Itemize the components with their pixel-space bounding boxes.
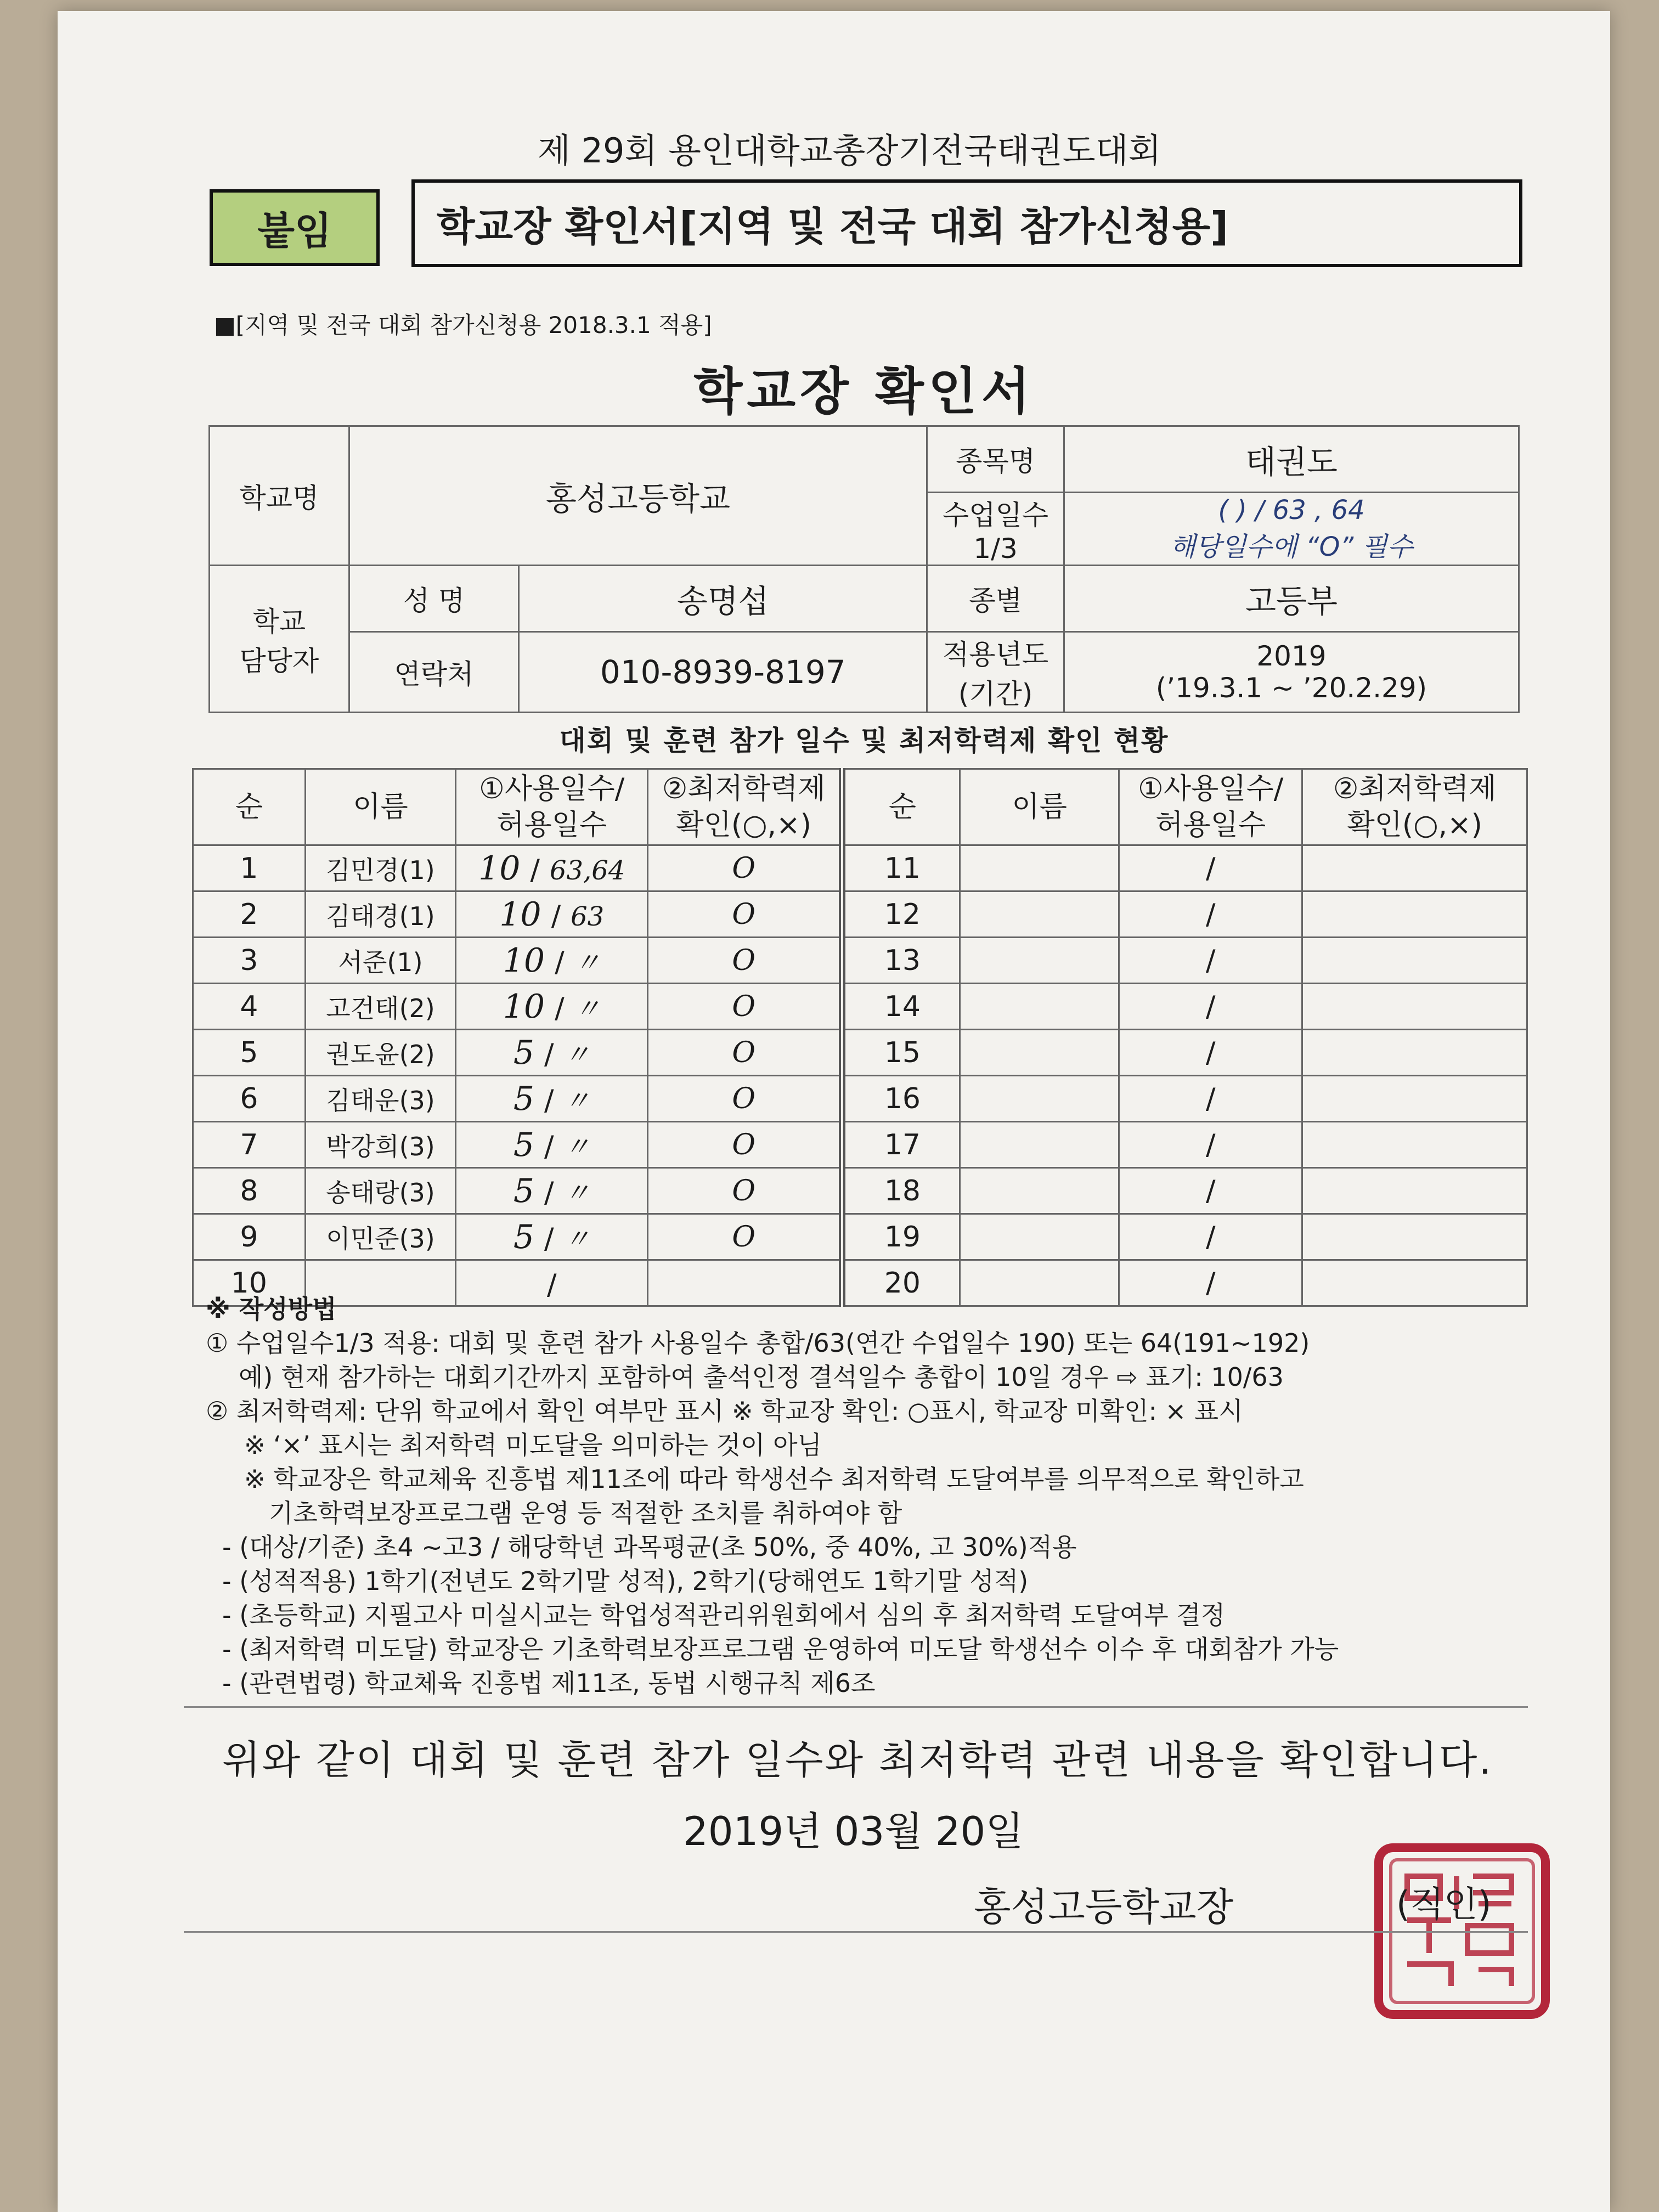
col-name-header-right: 이름 [960, 769, 1119, 845]
instruction-1: ① 수업일수1/3 적용: 대회 및 훈련 참가 사용일수 총합/63(연간 수업일수 190) 또는 64(191~192) [206, 1328, 1310, 1358]
min-check-right [1302, 845, 1527, 891]
class-days-label [927, 493, 1064, 566]
instruction-2c: 기초학력보장프로그램 운영 등 적절한 조치를 취하여야 함 [269, 1498, 902, 1528]
col-days-header-right [1119, 769, 1302, 845]
days-right [1119, 1168, 1302, 1214]
document-heading: 학교장 확인서[지역 및 전국 대회 참가신청용] [411, 179, 1522, 267]
row-no: 6 [193, 1076, 306, 1122]
student-name-right [960, 938, 1119, 984]
days-slash: / [1205, 1128, 1216, 1161]
col-no-header: 순 [193, 769, 306, 845]
col-days-header-2: 허용일수 [496, 809, 607, 842]
col-min-header-1: ②최저학력제 [662, 772, 826, 805]
event-title: 제 29회 용인대학교총장기전국태권도대회 [538, 131, 1161, 171]
instruction-1-example: 예) 현재 참가하는 대회기간까지 포함하여 출석인정 결석일수 총합이 10일 경우 ⇨ 표기: 10/63 [239, 1362, 1284, 1392]
allowed-days: 〃 [563, 1177, 590, 1209]
days-cell [456, 1168, 648, 1214]
days-right [1119, 1076, 1302, 1122]
name-label: 성 명 [349, 566, 519, 632]
days-cell [456, 1122, 648, 1168]
row-no: 10 [193, 1260, 306, 1306]
allowed-days: 〃 [574, 947, 601, 978]
days-cell [456, 984, 648, 1030]
allowed-days: 〃 [563, 1131, 590, 1163]
document-page [58, 11, 1610, 2212]
divider-bottom [184, 1931, 1528, 1933]
student-name-right [960, 1214, 1119, 1260]
detail-3: - (초등학교) 지필고사 미실시교는 학업성적관리위원회에서 심의 후 최저학력 도달여부 결정 [222, 1600, 1226, 1630]
seal-label: (직인) [1396, 1884, 1492, 1925]
days-right [1119, 1122, 1302, 1168]
col-days-header-right-1: ①사용일수/ [1138, 772, 1284, 805]
period-value: (’19.3.1 ~ ’20.2.29) [1155, 672, 1427, 704]
row-no-right: 14 [842, 984, 960, 1030]
detail-1: - (대상/기준) 초4 ~고3 / 해당학년 과목평균(초 50%, 중 40%, 고 30%)적용 [222, 1532, 1077, 1562]
row-no: 9 [193, 1214, 306, 1260]
year-label [927, 632, 1064, 713]
principal-signature: 홍성고등학교장 [974, 1884, 1234, 1929]
class-days-label-1: 수업일수 [943, 499, 1049, 531]
detail-2: - (성적적용) 1학기(전년도 2학기말 성적), 2학기(당해연도 1학기말 성적) [222, 1566, 1029, 1596]
event-value: 태권도 [1064, 426, 1519, 493]
days-slash: / [1205, 898, 1216, 931]
col-days-header-right-2: 허용일수 [1155, 809, 1266, 842]
divider-top [184, 1706, 1528, 1708]
days-slash: / [1205, 1266, 1216, 1300]
table-row [193, 1030, 1527, 1076]
col-min-header-right-2: 확인(○,×) [1347, 809, 1482, 842]
student-name: 송태랑(3) [305, 1168, 456, 1214]
used-days: 10 [478, 849, 521, 888]
days-right [1119, 984, 1302, 1030]
student-name-right [960, 984, 1119, 1030]
table-row [193, 1214, 1527, 1260]
table-row [193, 891, 1527, 938]
contact-value: 010-8939-8197 [519, 632, 927, 713]
instruction-2a: ※ ‘×’ 표시는 최저학력 미도달을 의미하는 것이 아님 [244, 1430, 822, 1460]
student-name: 김태경(1) [305, 891, 456, 938]
detail-5: - (관련법령) 학교체육 진흥법 제11조, 동법 시행규칙 제6조 [222, 1668, 876, 1698]
event-label: 종목명 [927, 426, 1064, 493]
row-no-right: 17 [842, 1122, 960, 1168]
student-name: 이민준(3) [305, 1214, 456, 1260]
row-no: 3 [193, 938, 306, 984]
student-name: 박강희(3) [305, 1122, 456, 1168]
days-cell [456, 938, 648, 984]
manager-label-2: 담당자 [239, 645, 319, 677]
page-title: 학교장 확인서 [693, 362, 1035, 421]
contact-label: 연락처 [349, 632, 519, 713]
days-cell [456, 1076, 648, 1122]
row-no: 2 [193, 891, 306, 938]
min-check-right [1302, 1214, 1527, 1260]
days-right [1119, 1030, 1302, 1076]
min-check-right [1302, 1076, 1527, 1122]
used-days: 5 [513, 1125, 535, 1164]
student-name-right [960, 845, 1119, 891]
manager-label [210, 566, 349, 713]
class-days-label-2: 1/3 [973, 533, 1018, 565]
applies-note: ■[지역 및 전국 대회 참가신청용 2018.3.1 적용] [214, 312, 712, 338]
manager-label-1: 학교 [252, 605, 306, 637]
days-slash: / [1205, 1174, 1216, 1207]
days-right [1119, 938, 1302, 984]
used-days: 5 [513, 1079, 535, 1118]
allowed-days: 〃 [563, 1085, 590, 1116]
allowed-days: 〃 [563, 1039, 590, 1070]
row-no: 7 [193, 1122, 306, 1168]
col-days-header-1: ①사용일수/ [479, 772, 625, 805]
min-check: O [648, 1214, 843, 1260]
student-name: 서준(1) [305, 938, 456, 984]
days-slash: / [1205, 851, 1216, 885]
col-no-header-right: 순 [842, 769, 960, 845]
used-days: 10 [503, 987, 545, 1026]
issue-date: 2019년 03월 20일 [683, 1808, 1024, 1854]
days-slash: / [1205, 990, 1216, 1023]
row-no-right: 18 [842, 1168, 960, 1214]
days-slash: / [1205, 1082, 1216, 1115]
col-min-header-right [1302, 769, 1527, 845]
participation-table [192, 768, 1528, 1307]
year-cell [1064, 632, 1519, 713]
min-check-right [1302, 938, 1527, 984]
days-slash: / [1205, 944, 1216, 977]
school-label: 학교명 [210, 426, 349, 566]
used-days: 10 [499, 895, 541, 934]
days-cell [456, 891, 648, 938]
class-days-cell [1064, 493, 1519, 566]
allowed-days: 63 [571, 901, 605, 932]
min-check: O [648, 1076, 843, 1122]
used-days: 5 [513, 1217, 535, 1256]
instructions [206, 1292, 1539, 1700]
min-check: O [648, 1122, 843, 1168]
days-slash: / [544, 1222, 554, 1255]
student-name-right [960, 1076, 1119, 1122]
days-cell [456, 845, 648, 891]
instructions-heading: ※ 작성방법 [206, 1294, 337, 1324]
row-no: 4 [193, 984, 306, 1030]
allowed-days: 〃 [574, 993, 601, 1024]
days-slash: / [555, 945, 565, 979]
class-days-note: 해당일수에 “O” 필수 [1170, 531, 1413, 562]
instruction-2b: ※ 학교장은 학교체육 진흥법 제11조에 따라 학생선수 최저학력 도달여부를 의무적으로 확인하고 [244, 1464, 1304, 1494]
col-min-header-right-1: ②최저학력제 [1333, 772, 1497, 805]
student-name: 김민경(1) [305, 845, 456, 891]
row-no-right: 16 [842, 1076, 960, 1122]
participation-table-title: 대회 및 훈련 참가 일수 및 최저학력제 확인 현황 [559, 725, 1169, 757]
min-check-right [1302, 984, 1527, 1030]
min-check: O [648, 984, 843, 1030]
name-value: 송명섭 [519, 566, 927, 632]
row-no: 8 [193, 1168, 306, 1214]
col-min-header-2: 확인(○,×) [676, 809, 811, 842]
min-check: O [648, 938, 843, 984]
min-check: O [648, 1030, 843, 1076]
instruction-2: ② 최저학력제: 단위 학교에서 확인 여부만 표시 ※ 학교장 확인: ○표시, 학교장 미확인: × 표시 [206, 1396, 1243, 1426]
min-check: O [648, 891, 843, 938]
days-slash: / [555, 991, 565, 1025]
school-value: 홍성고등학교 [349, 426, 927, 566]
student-name-right [960, 1030, 1119, 1076]
days-right [1119, 845, 1302, 891]
table-row [193, 1076, 1527, 1122]
days-slash: / [544, 1037, 554, 1071]
used-days: 5 [513, 1033, 535, 1072]
days-slash: / [530, 853, 540, 887]
table-row [193, 1168, 1527, 1214]
allowed-days: 〃 [563, 1223, 590, 1255]
min-check: O [648, 845, 843, 891]
allowed-days: 63,64 [549, 855, 625, 886]
col-days-header [456, 769, 648, 845]
row-no-right: 19 [842, 1214, 960, 1260]
days-right [1119, 891, 1302, 938]
year-label-1: 적용년도 [943, 639, 1049, 670]
row-no-right: 15 [842, 1030, 960, 1076]
student-name-right [960, 1122, 1119, 1168]
student-name: 고건태(2) [305, 984, 456, 1030]
min-check-right [1302, 1122, 1527, 1168]
used-days: 5 [513, 1171, 535, 1210]
min-check-right [1302, 891, 1527, 938]
used-days: 10 [503, 941, 545, 980]
min-check: O [648, 1168, 843, 1214]
student-name-right [960, 1168, 1119, 1214]
detail-4: - (최저학력 미도달) 학교장은 기초학력보장프로그램 운영하여 미도달 학생선수 이수 후 대회참가 가능 [222, 1634, 1339, 1664]
days-slash: / [544, 1130, 554, 1163]
col-min-header [648, 769, 843, 845]
row-no-right: 20 [842, 1260, 960, 1306]
attachment-label: 붙임 [210, 189, 380, 266]
days-slash: / [544, 1084, 554, 1117]
table-row [193, 938, 1527, 984]
row-no: 5 [193, 1030, 306, 1076]
division-value: 고등부 [1064, 566, 1519, 632]
table-row [193, 984, 1527, 1030]
col-name-header: 이름 [305, 769, 456, 845]
days-cell [456, 1030, 648, 1076]
days-slash: / [544, 1176, 554, 1209]
class-days-value: ( ) / 63 , 64 [1218, 494, 1365, 526]
student-name-right [960, 891, 1119, 938]
row-no-right: 13 [842, 938, 960, 984]
student-name: 권도윤(2) [305, 1030, 456, 1076]
table-row [193, 845, 1527, 891]
min-check-right [1302, 1168, 1527, 1214]
division-label: 종별 [927, 566, 1064, 632]
table-row [193, 1122, 1527, 1168]
row-no: 1 [193, 845, 306, 891]
days-slash: / [1205, 1220, 1216, 1254]
confirmation-text: 위와 같이 대회 및 훈련 참가 일수와 최저학력 관련 내용을 확인합니다. [222, 1737, 1493, 1783]
days-slash: / [1205, 1036, 1216, 1069]
days-slash: / [551, 899, 561, 933]
student-name: 김태운(3) [305, 1076, 456, 1122]
days-right [1119, 1214, 1302, 1260]
info-table [208, 425, 1520, 713]
row-no-right: 11 [842, 845, 960, 891]
row-no-right: 12 [842, 891, 960, 938]
min-check-right [1302, 1030, 1527, 1076]
year-label-2: (기간) [958, 678, 1033, 710]
year-value: 2019 [1256, 640, 1327, 672]
days-cell [456, 1214, 648, 1260]
days-slash: / [546, 1268, 557, 1301]
